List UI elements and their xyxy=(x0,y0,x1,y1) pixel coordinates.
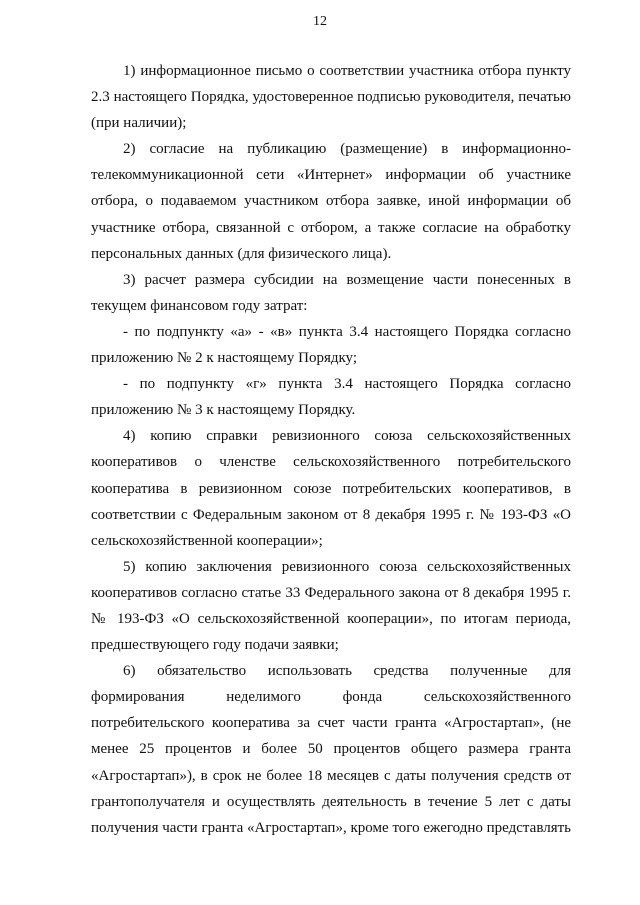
paragraph-item-2: 2) согласие на публикацию (размещение) в информационно-телекоммуникационной сети «Интернет» информации об участнике отбора, о подаваемом участником отбора заявке, иной информации об участнике отбора, связанной с отбором, а также согласие на обработку персональных данных (для физического лица). xyxy=(91,141,571,262)
paragraph-item-4: 4) копию справки ревизионного союза сельскохозяйственных кооперативов о членстве сельскохозяйственного потребительского кооператива в ревизионном союзе потребительских кооперативов, в соответствии с Федеральным законом от 8 декабря 1995 г. № 193-ФЗ «О сельскохозяйственной кооперации»; xyxy=(91,428,571,549)
paragraph-item-5: 5) копию заключения ревизионного союза сельскохозяйственных кооперативов согласно статье 33 Федерального закона от 8 декабря 1995 г. № 193-ФЗ «О сельскохозяйственной кооперации», по итогам периода, предшествующего году подачи заявки; xyxy=(91,558,571,654)
paragraph-subitem-a-v: - по подпункту «а» - «в» пункта 3.4 настоящего Порядка согласно приложению № 2 к настоящему Порядку; xyxy=(91,323,571,367)
paragraph-subitem-g: - по подпункту «г» пункта 3.4 настоящего Порядка согласно приложению № 3 к настоящему Порядку. xyxy=(91,376,571,419)
page-number: 12 xyxy=(313,14,327,29)
document-body xyxy=(91,58,571,841)
paragraph-item-1: 1) информационное письмо о соответствии участника отбора пункту 2.3 настоящего Порядка, удостоверенное подписью руководителя, печатью (при наличии); xyxy=(91,63,571,132)
paragraph-item-6: 6) обязательство использовать средства полученные для формирования неделимого фонда сельскохозяйственного потребительского кооператива за счет части гранта «Агростартап», (не менее 25 процентов и более 50 процентов общего размера гранта «Агростартап»), в срок не более 18 месяцев с даты получения средств от грантополучателя и осуществлять деятельность в течение 5 лет с даты получения части гранта «Агростартап», кроме того ежегодно представлять xyxy=(91,663,571,836)
paragraph-item-3: 3) расчет размера субсидии на возмещение части понесенных в текущем финансовом году затрат: xyxy=(91,271,571,314)
